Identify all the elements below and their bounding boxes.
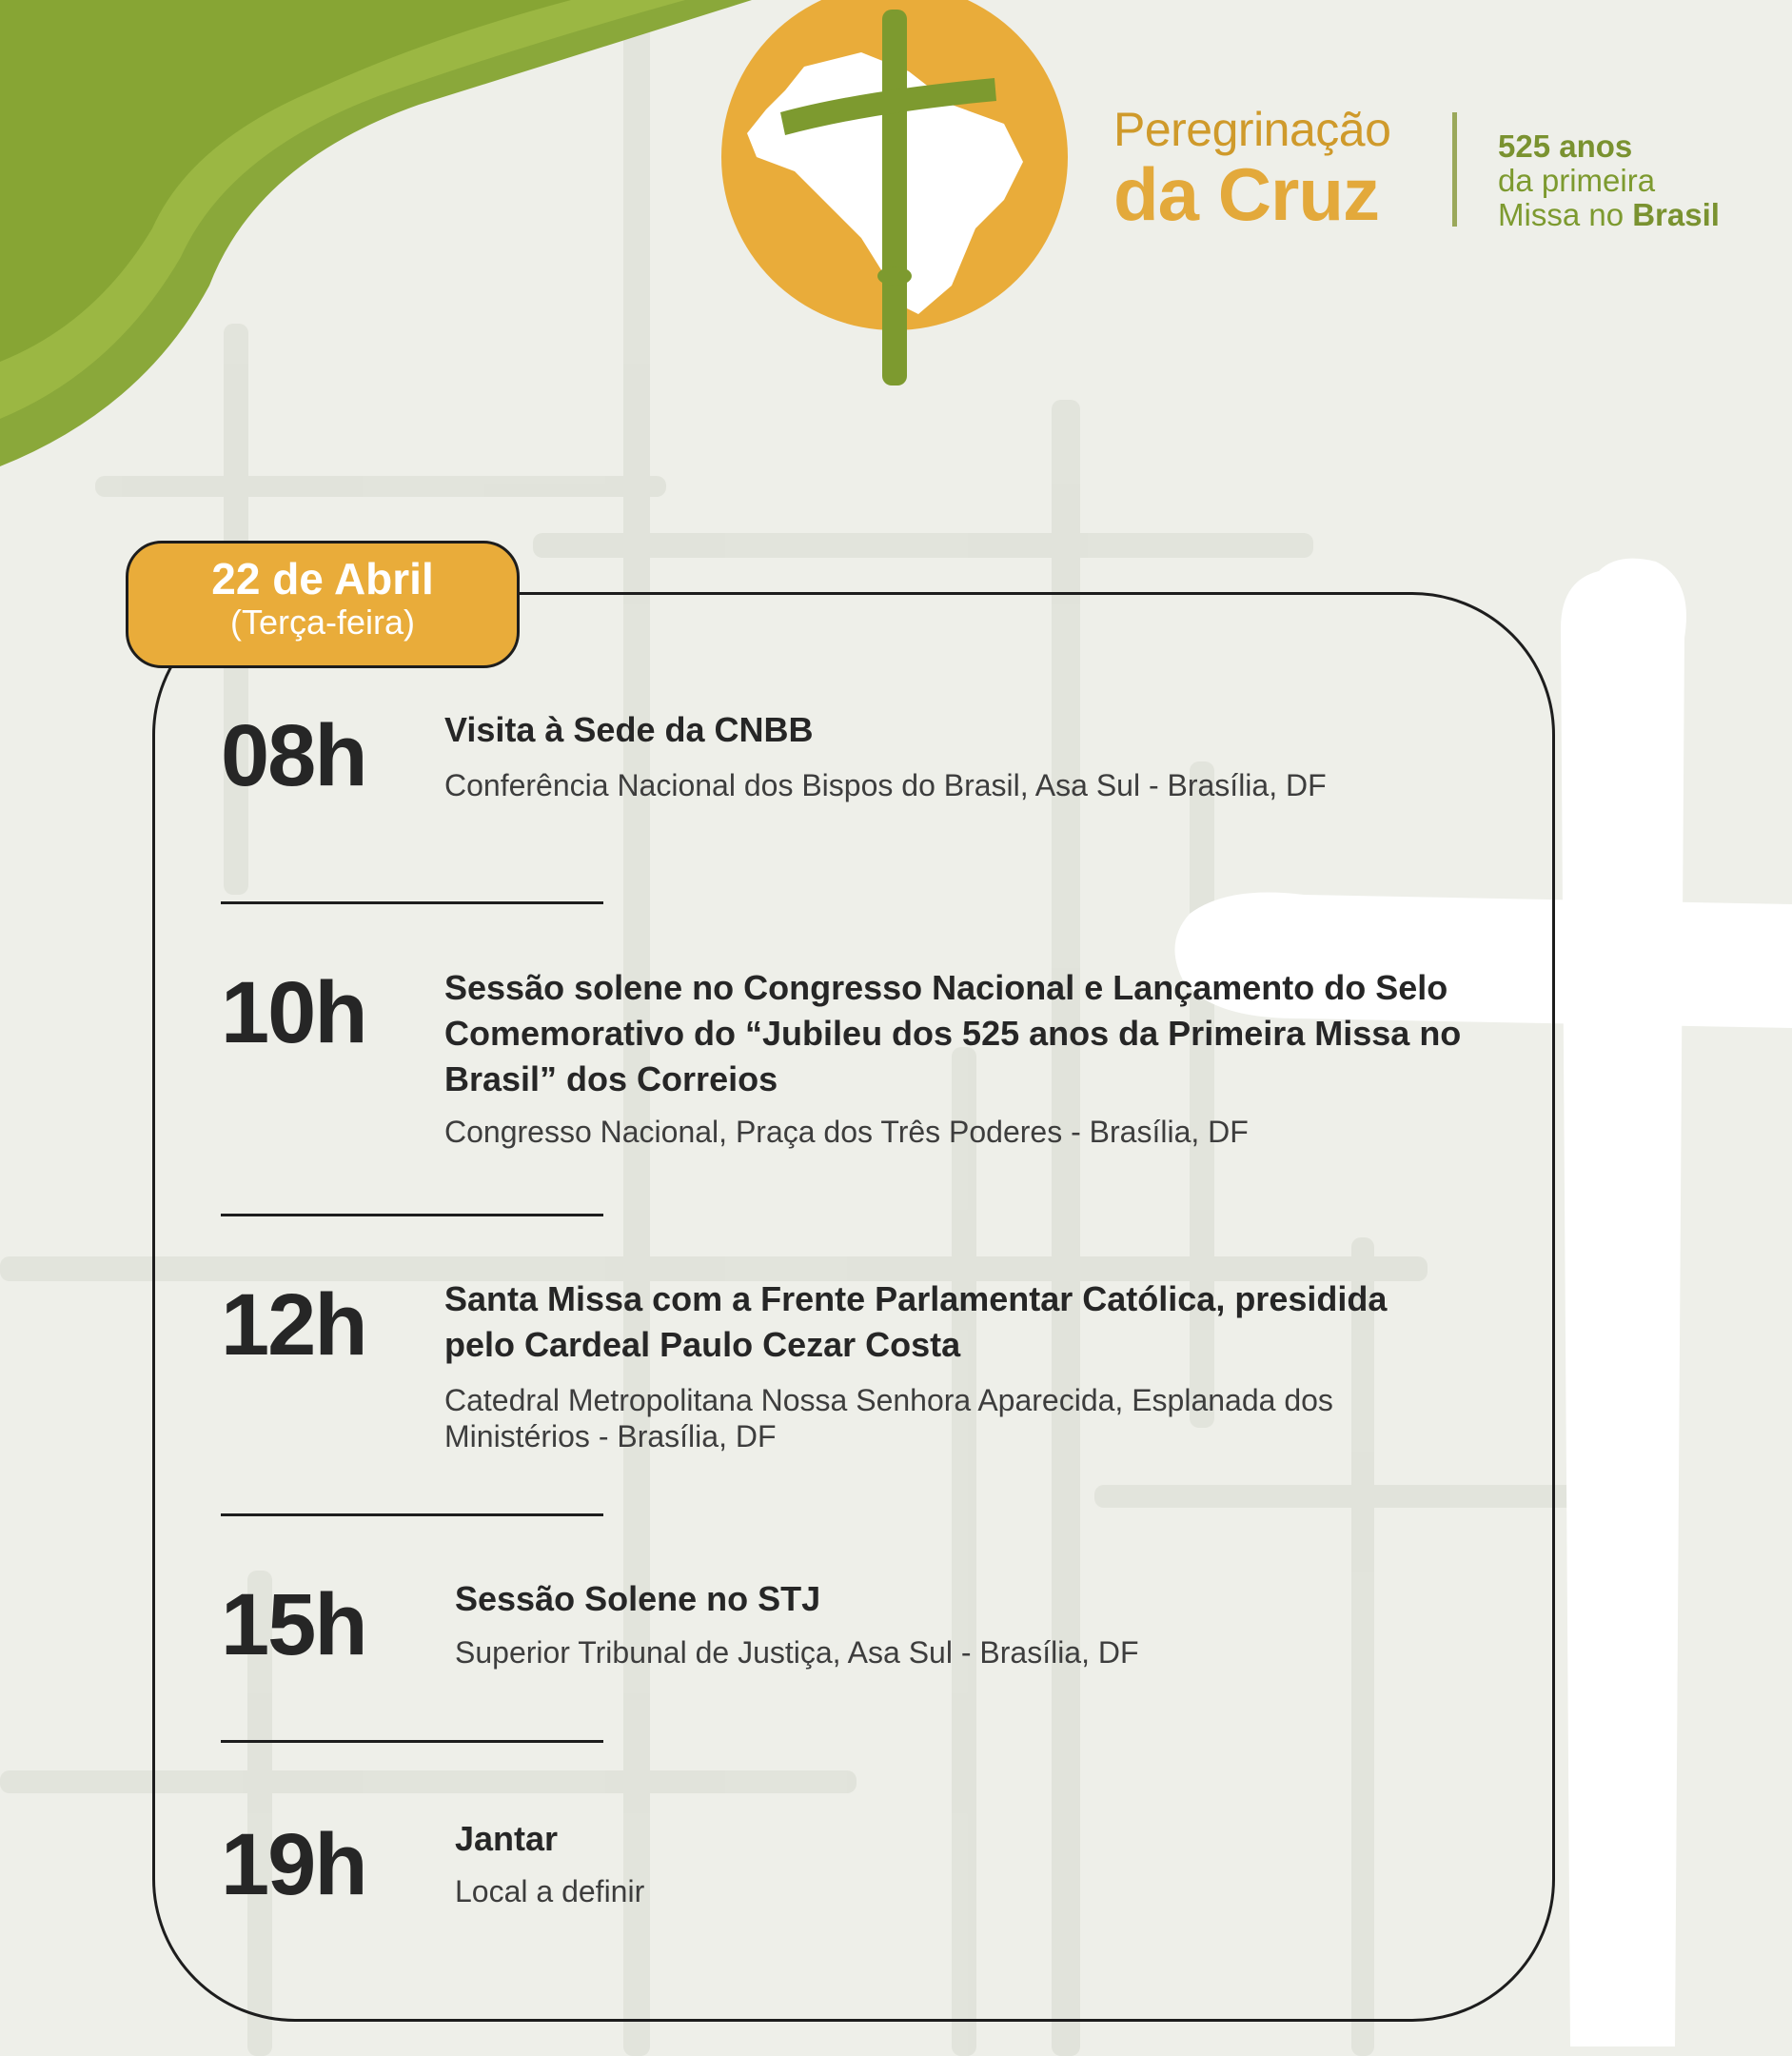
- date-weekday: (Terça-feira): [229, 603, 416, 642]
- tagline-line-3: [1498, 198, 1720, 232]
- event-separator: [221, 901, 603, 904]
- pilgrimage-emblem-logo: [719, 0, 1071, 390]
- event-title: Sessão solene no Congresso Nacional e Lançamento do Selo Comemorativo do “Jubileu dos 525 anos da Primeira Missa no Brasil” dos Correios: [444, 968, 1462, 1098]
- brand-title: [1113, 103, 1391, 236]
- event-separator: [221, 1214, 603, 1216]
- event-time: 15h: [221, 1576, 366, 1673]
- event-separator: [221, 1513, 603, 1516]
- brand-line-1: Peregrinação: [1113, 103, 1391, 156]
- event-separator: [221, 1740, 603, 1743]
- event-time: 08h: [221, 707, 366, 804]
- brand-divider: [1452, 112, 1457, 227]
- tagline-line-3-prefix: Missa no: [1498, 197, 1633, 232]
- date-tab: [126, 541, 520, 668]
- tagline-line-1: 525 anos: [1498, 128, 1633, 164]
- tagline-line-2: da primeira: [1498, 163, 1656, 198]
- tagline-line-3-strong: Brasil: [1632, 197, 1720, 232]
- brand-line-2: da Cruz: [1113, 152, 1380, 236]
- event-location: Local a definir: [455, 1874, 645, 1908]
- event-time: 10h: [221, 964, 366, 1061]
- event-location: Conferência Nacional dos Bispos do Brasil, Asa Sul - Brasília, DF: [444, 768, 1327, 802]
- event-title: Visita à Sede da CNBB: [444, 710, 814, 749]
- event-location: Superior Tribunal de Justiça, Asa Sul - Brasília, DF: [455, 1635, 1139, 1670]
- event-time: 12h: [221, 1276, 366, 1374]
- event-time: 19h: [221, 1816, 366, 1913]
- event-title: Santa Missa com a Frente Parlamentar Católica, presidida pelo Cardeal Paulo Cezar Costa: [444, 1279, 1388, 1364]
- event-location: Congresso Nacional, Praça dos Três Poderes - Brasília, DF: [444, 1115, 1249, 1149]
- event-title: Sessão Solene no STJ: [455, 1579, 821, 1618]
- brand-tagline: [1498, 129, 1720, 232]
- date-main: 22 de Abril: [211, 554, 434, 603]
- event-title: Jantar: [455, 1819, 559, 1858]
- event-location: Catedral Metropolitana Nossa Senhora Aparecida, Esplanada dos Ministérios - Brasília, DF: [444, 1383, 1333, 1453]
